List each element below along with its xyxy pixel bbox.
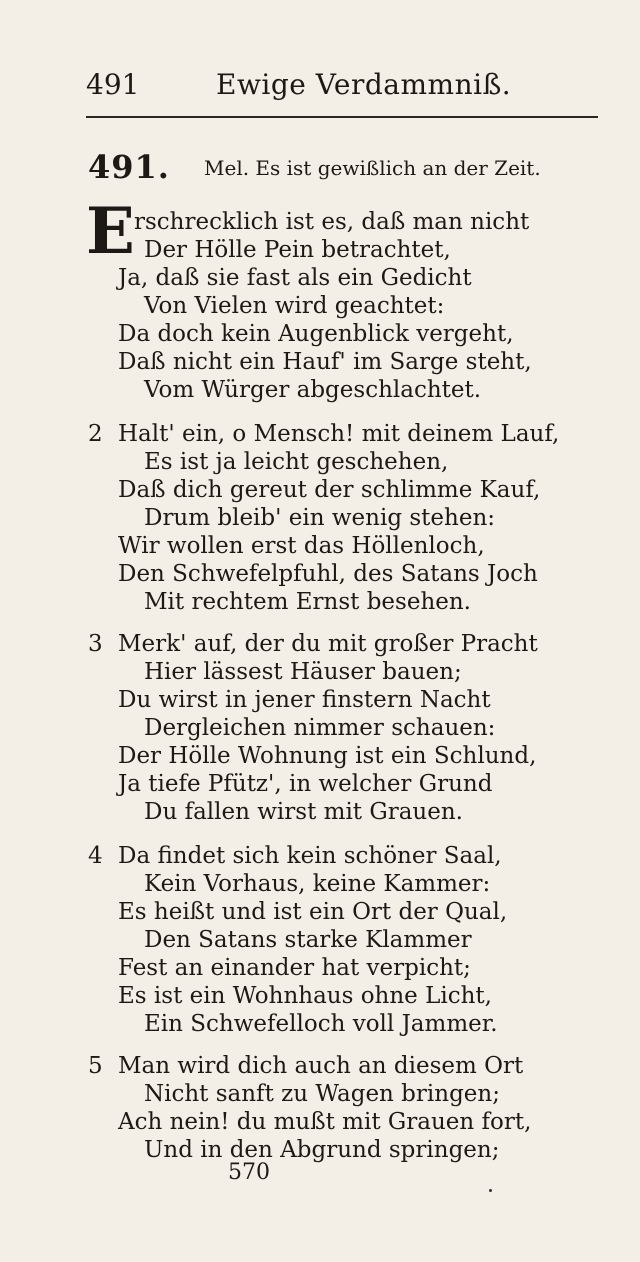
stanza-line: rschrecklich ist es, daß man nicht bbox=[134, 209, 530, 235]
stanza-line: Mit rechtem Ernst besehen. bbox=[144, 589, 471, 615]
stanza-line: Ja, daß sie fast als ein Gedicht bbox=[118, 265, 472, 291]
header-page-number: 491 bbox=[86, 68, 140, 101]
stanza-line: Vom Würger abgeschlachtet. bbox=[144, 377, 482, 403]
stanza-line: Daß nicht ein Hauf' im Sarge steht, bbox=[118, 349, 532, 375]
stanza-line: Hier lässest Häuser bauen; bbox=[144, 659, 462, 685]
stanza-line: Den Satans starke Klammer bbox=[144, 927, 472, 953]
stanza-line: Nicht sanft zu Wagen bringen; bbox=[144, 1081, 500, 1107]
stanza-line: Der Hölle Wohnung ist ein Schlund, bbox=[118, 743, 537, 769]
stanza-line: Merk' auf, der du mit großer Pracht bbox=[118, 631, 538, 657]
stanza-line: Es heißt und ist ein Ort der Qual, bbox=[118, 899, 508, 925]
stanza-line: Daß dich gereut der schlimme Kauf, bbox=[118, 477, 541, 503]
stanza-line: Wir wollen erst das Höllenloch, bbox=[118, 533, 485, 559]
stanza-line: Ja tiefe Pfütz', in welcher Grund bbox=[118, 771, 493, 797]
stanza-line: Ein Schwefelloch voll Jammer. bbox=[144, 1011, 498, 1037]
stanza-line: Den Schwefelpfuhl, des Satans Joch bbox=[118, 561, 538, 587]
stanza-line: Man wird dich auch an diesem Ort bbox=[118, 1053, 524, 1079]
stanza-line: Du wirst in jener finstern Nacht bbox=[118, 687, 491, 713]
verse-number: 3 bbox=[88, 631, 103, 657]
print-speck bbox=[489, 1189, 492, 1192]
stanza-line: Da doch kein Augenblick vergeht, bbox=[118, 321, 514, 347]
melody-line: Mel. Es ist gewißlich an der Zeit. bbox=[204, 156, 541, 180]
stanza-line: Kein Vorhaus, keine Kammer: bbox=[144, 871, 491, 897]
stanza-line: Fest an einander hat verpicht; bbox=[118, 955, 471, 981]
header-rule bbox=[86, 116, 598, 118]
stanza-line: Ach nein! du mußt mit Grauen fort, bbox=[118, 1109, 532, 1135]
stanza-line: Da findet sich kein schöner Saal, bbox=[118, 843, 502, 869]
verse-number: 5 bbox=[88, 1053, 103, 1079]
header-title: Ewige Verdammniß. bbox=[216, 68, 512, 101]
stanza-line: Du fallen wirst mit Grauen. bbox=[144, 799, 463, 825]
stanza-line: Drum bleib' ein wenig stehen: bbox=[144, 505, 496, 531]
footer-page-number: 570 bbox=[228, 1160, 270, 1185]
stanza-line: Halt' ein, o Mensch! mit deinem Lauf, bbox=[118, 421, 560, 447]
running-header bbox=[86, 68, 598, 108]
stanza-line: Der Hölle Pein betrachtet, bbox=[144, 237, 451, 263]
stanza-line: Es ist ein Wohnhaus ohne Licht, bbox=[118, 983, 492, 1009]
drop-cap: E bbox=[86, 194, 135, 269]
stanza-line: Und in den Abgrund springen; bbox=[144, 1137, 500, 1163]
stanza-line: Es ist ja leicht geschehen, bbox=[144, 449, 449, 475]
stanza-line: Von Vielen wird geachtet: bbox=[144, 293, 445, 319]
hymn-number: 491. bbox=[88, 148, 170, 186]
stanza-line: Dergleichen nimmer schauen: bbox=[144, 715, 496, 741]
verse-number: 4 bbox=[88, 843, 103, 869]
verse-number: 2 bbox=[88, 421, 103, 447]
hymn-heading bbox=[88, 148, 588, 188]
